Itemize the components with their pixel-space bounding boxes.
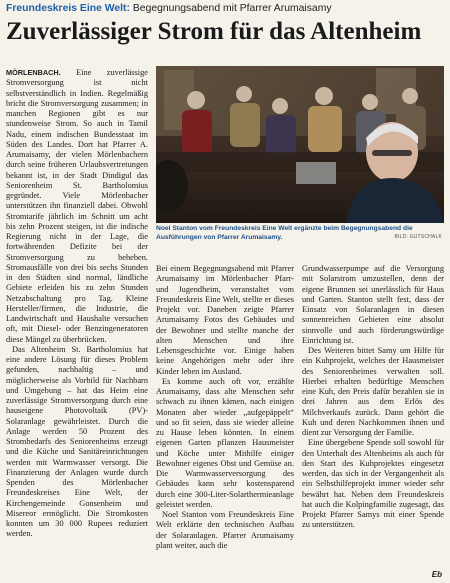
paragraph-text: Eine zuverlässige Stromversorgung ist nicht selbstverständlich in Indien. Regelmäßig bricht die Stromversorgung zusammen; in manchen Regionen gibt es nur stundenweise Strom. So auch in Tamil Nadu, einem indischen Bundesstaat im Süden des Landes. Dort hat Pfarrer A. Arumaisamy, der vielen Mörlenbachern durch seine früheren Urlaubsvertretungen bekannt ist, in der Stadt Dindigul das Seniorenheim St. Bartholomius gegründet. Viele Mörlenbacher unterstützen ihn finanziell dabei. Obwohl Stromtarife jährlich im Schnitt um acht bis zehn Prozent steigen, ist die indische Regierung nicht in der Lage, die fortwährenden Defizite bei der Stromversorgung zu beheben. Stromausfälle von drei bis sechs Stunden in den Städten sind normal, ländliche Gebiete erleiden bis zu zehn Stunden Netzabschaltung pro Tag. Kleine Hersteller/firmen, die Industrie, die Landwirtschaft und Haushalte versuchen oft, mit Diesel- oder Benzingeneratoren diese Mängel zu überbrücken. [6,68,148,344]
article-column-3 [302,264,444,531]
photo-caption: Noel Stanton vom Freundeskreis Eine Welt ergänzte beim Begegnungsabend die Ausführungen von Pfarrer Arumaisamy. [156,225,413,241]
paragraph: Grundwasserpumpe auf die Versorgung mit Solarstrom umzustellen, denn der eigene Brunnen sei unerlässlich für Haus und Garten. Stanton stellt fest, dass der Einsatz von Solaranlagen in diesen sonnenreichen Gebieten eine absolut sinnvolle und auch förderungswürdige Einrichtung ist. [302,264,444,345]
article-column-2 [156,264,294,551]
kicker-topic: Begegnungsabend mit Pfarrer Arumaisamy [132,3,332,14]
paragraph: Eine übergebene Spende soll sowohl für den Unterhalt des Altenheims als auch für den Start des Kuhprojektes eingesetzt werden, das sich in der Vergangenheit als ein Selbsthilfeprojekt immer wieder sehr bewährt hat. Neben dem Freundeskreis hat auch die Kolpingfamilie zugesagt, das Projekt Pfarrer Samys mit einer Spende zu unterstützen. [302,438,444,530]
article-column-1 [6,68,148,540]
headline: Zuverlässiger Strom für das Altenheim [6,18,422,45]
article-photo [156,66,444,223]
paragraph: Das Altenheim St. Bartholomius hat eine andere Lösung für dieses Problem gefunden, nachhaltig – und möglicherweise als Vorbild für Nachbarn und Umgebung – hat das Heim eine zuverlässige Stromversorgung durch eine hauseigene Photovoltaik (PV)-Solaranlage gewährleistet. Durch die Anlage werden 50 Prozent des Strombedarfs des Seniorenheims erzeugt und die Küche und Sanitäreinrichtungen werden mit Warmwasser versorgt. Die Finanzierung der Anlagen wurde durch Spenden des Mörlenbacher Freundeskreises Eine Welt, der Kirchengemeinde Gonsenheim und Misereor ermöglicht. Die Stromkosten konnten um 30 000 Rupees reduziert werden. [6,344,148,539]
photo-credit: BILD: GUTSCHALK [394,234,442,240]
paragraph: Bei einem Begegnungsabend mit Pfarrer Arumaisamy im Mörlenbacher Pfarr- und Jugendheim, veranstaltet vom Freundeskreis Eine Welt, stellte er dieses Projekt vor. Daneben zeigte Pfarrer Arumaisamy Fotos des Gebäudes und der Bewohner und stellte manche der alten Menschen und ihre Lebensgeschichte vor. Einige haben keine Angehörigen mehr oder ihre Kinder leben im Ausland. [156,264,294,376]
paragraph [6,68,148,345]
paragraph: Noel Stanton vom Freundeskreis Eine Welt erklärte den technischen Aufbau der Solaranlagen. Pfarrer Arumaisamy plant weiter, auch die [156,510,294,550]
author-signature: Eb [431,570,442,579]
dateline: MÖRLENBACH. [6,68,61,77]
kicker-section: Freundeskreis Eine Welt: [6,3,130,14]
paragraph: Des Weiteren bittet Samy um Hilfe für ein Kuhprojekt, welches der Hausmeister des Seniorenheimes verwalten soll. Hierbei erhalten bedürftige Menschen eine Kuh, den Preis dafür bezahlen sie in drei Jahren aus dem Erlös des Milchverkaufs zurück. Dann gehört die Kuh und deren Nachkommen ihnen und dient zur Versorgung der Familie. [302,346,444,437]
paragraph: Es komme auch oft vor, erzählte Arumaisamy, dass alte Menschen sehr schwach zu ihnen kämen, nach einigen Monaten aber wieder „aufgepäppelt“ und so fit seien, dass sie wieder alleine zu Hause leben könnten. In einem eigenen Garten pflanzen Hausmeister und Köche unter Mithilfe einiger Bewohner eigenes Obst und Gemüse an. Die Warmwasserversorgung des Gebäudes kann sehr kostensparend durch eine 300-Liter-Solarthermieanlage geleistet werden. [156,376,294,509]
kicker [6,2,446,15]
